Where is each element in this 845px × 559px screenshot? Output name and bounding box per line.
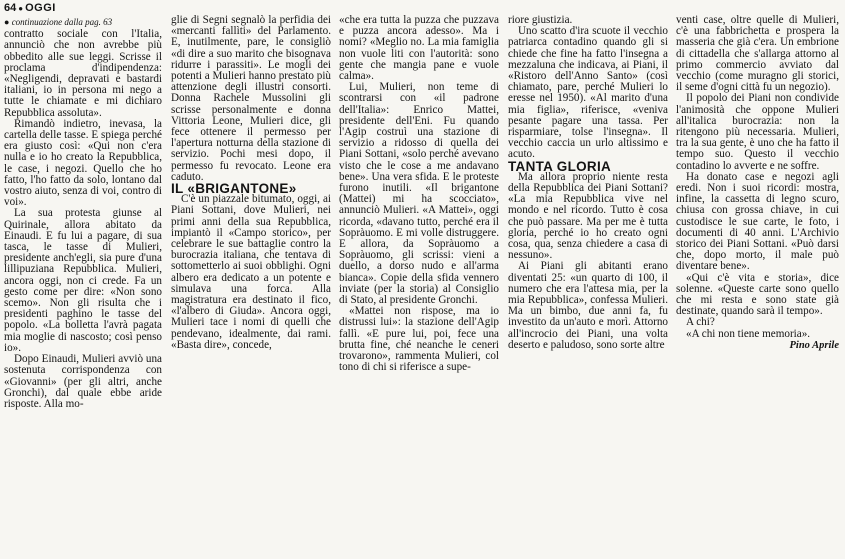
paragraph: Rimandò indietro, inevasa, la cartella delle tasse. E spiega perché era giusto così: «Qui non c'era nulla e io ho creato la Repubblica, le case, i negozi. Quello che ho fatto, l'ho fatto da solo, lontano dal vostro aiuto, senza di voi, contro di voi». [4, 117, 162, 209]
continuation-note: ● continuazione dalla pag. 63 [4, 17, 113, 27]
paragraph: contratto sociale con l'Italia, annunciò che non avrebbe più obbedito alle sue leggi. Scrisse il proclama d'indipendenza: «Negligendi, depravati e bastardi italiani, io in persona mi nego a tutte le chiamate e mi dichiaro Repubblica assoluta». [4, 28, 162, 119]
article-column-4 [508, 15, 668, 351]
page-number: 64 [4, 2, 17, 14]
paragraph: «Qui c'è vita e storia», dice solenne. «Queste carte sono quello che mi resta e sono state già destinate, quando sarà il tempo». [676, 271, 839, 318]
article-column-2 [171, 15, 331, 351]
paragraph: Ha donato case e negozi agli eredi. Non i suoi ricordi: mostra, infine, la cassetta di legno scuro, chiusa con grossa chiave, in cui custodisce le sue carte, le foto, i documenti di 40 anni. L'Archivio storico dei Piani Sottani. «Può darsi che, dopo morto, il male può diventare bene». [676, 170, 839, 273]
paragraph: Lui, Mulieri, non teme di scontrarsi con «il padrone dell'Italia»: Enrico Mattei, presidente dell'Eni. Fu quando l'Agip costruì una stazione di servizio a ridosso di quella dei Piani Sottani, «solo perché avevano visto che le cose a me andavano bene». Una vera sfida. E le proteste furono inutili. «Il brigantone (Mattei) mi ha scocciato», annunciò Mulieri. «A Mattei», oggi ricorda, «davano tutto, perché era il Sopràuomo. E mi volle distruggere. E allora, da Sopràuomo a Sopràuomo, gli scrissi: vieni a duello, a dorso nudo e all'arma bianca». Copie della sfida vennero inviate (per la storia) al Consiglio di Stato, al presidente Gronchi. [339, 81, 499, 307]
paragraph: Il popolo dei Piani non condivide l'animosità che oppone Mulieri all'italica burocrazia: non la ritengono più necessaria. Mulieri, tra la sua gente, è uno che ha fatto il tempo suo. Questo il vecchio contadino lo avverte e ne soffre. [676, 92, 839, 172]
paragraph: «A chi non tiene memoria». [686, 327, 811, 340]
paragraph: «Mattei non rispose, ma io distrussi lui»: la stazione dell'Agip fallì. «E pure lui, poi, fece una brutta fine, ché neanche le ceneri trovarono», rammenta Mulieri, col tono di chi si riferisce a supe- [339, 305, 499, 374]
bullet-icon: ● [18, 4, 24, 13]
paragraph: «che era tutta la puzza che puzzava e puzza ancora adesso». Ma i nomi? «Meglio no. La mia famiglia non vuole liti con l'autorità: sono gente che mangia pane e vuole calma». [339, 14, 499, 83]
section-heading-tanta-gloria: TANTA GLORIA [508, 158, 612, 174]
paragraph: La sua protesta giunse al Quirinale, allora abitato da Einaudi. E fu lui a pagare, di sua tasca, le tasse di Mulieri, presidente anch'egli, sia pure d'una lillipuziana Repubblica. Mulieri, ancora oggi, non ci crede. Fa un gesto come per dire: «Non sono scemo». Non gli risulta che i presidenti paghino le tasse del popolo. «La bolletta l'avrà pagata mia moglie di nascosto; così penso io». [4, 207, 162, 354]
article-column-3 [339, 15, 499, 374]
paragraph: Dopo Einaudi, Mulieri avviò una sostenuta corrispondenza con «Giovanni» (per gli altri, anche Gronchi), dal quale ebbe aride risposte. Alla mo- [4, 353, 162, 410]
paragraph: venti case, oltre quelle di Mulieri, c'è una fabbrichetta e prospera la masseria che già c'era. Un embrione di cittadella che s'allarga attorno al primo commercio avviato dal vecchio (come muragno gli storici, il seme d'ogni città fu un negozio). [676, 14, 839, 94]
paragraph: Ai Piani gli abitanti erano diventati 25: «un quarto di 100, il numero che era l'attesa mia, per la mia Repubblica», confessa Mulieri. Ma un bimbo, due anni fa, fu investito da un'auto e morì. Attorno all'incrocio dei Piani, una volta deserto e paludoso, sono sorte altre [508, 260, 668, 351]
paragraph: Uno scatto d'ira scuote il vecchio patriarca contadino quando gli si chiede che fine ha fatto l'insegna a mezzaluna che indicava, ai Piani, il «Ristoro dell'Anno Santo» (così chiamato, pare, perché Mulieri lo eresse nel 1950). «Al marito d'una mia figlia», riferisce, «veniva pesante pagare una tassa. Per risparmiare, tolse l'insegna». Il vecchio caccia un urlo altissimo e acuto. [508, 25, 668, 161]
magazine-name: OGGI [25, 2, 56, 14]
paragraph: riore giustizia. [508, 14, 573, 26]
paragraph: C'è un piazzale bitumato, oggi, ai Piani Sottani, dove Mulieri, nei primi anni della sua Repubblica, impiantò il «Campo storico», per celebrare le sue battaglie contro la burocrazia italiana, che tentava di sottometterlo ai suoi obblighi. Ogni albero era dedicato a un potente e simulava una forca. Alla magistratura era destinato il fico, «l'albero di Giuda». Ancora oggi, Mulieri tace i nomi di quelli che pendevano, idealmente, dai rami. «Basta dire», concede, [171, 193, 331, 351]
paragraph: glie di Segni segnalò la perfidia dei «mercanti fallìti» del Parlamento. E, inutilmente, pare, le consigliò «di dire a suo marito che bisognava ridurre i parassiti». Le mogli dei potenti a Mulieri hanno prestato più attenzione degli illustri consorti. Donna Rachele Mussolini gli scrisse personalmente e donna Vittoria Leone, Mulieri dice, gli fece ottenere il permesso per l'apertura notturna della stazione di servizio. Pochi mesi dopo, il permesso fu revocato. Leone era caduto. [171, 14, 331, 183]
author-signature: Pino Aprile [789, 339, 839, 351]
article-column-5 [676, 15, 839, 351]
section-heading-brigantone: IL «BRIGANTONE» [171, 181, 297, 197]
paragraph: Ma allora proprio niente resta della Repubblica dei Piani Sottani? «La mia Repubblica vive nel mondo e nel ricordo. Tutto è cosa che può passare. Ma per me è tutta gloria, perché io ho creato ogni cosa, qua, senza chiedere a casa di nessuno». [508, 170, 668, 262]
paragraph: A chi? [686, 316, 715, 329]
article-column-1 [4, 15, 162, 410]
